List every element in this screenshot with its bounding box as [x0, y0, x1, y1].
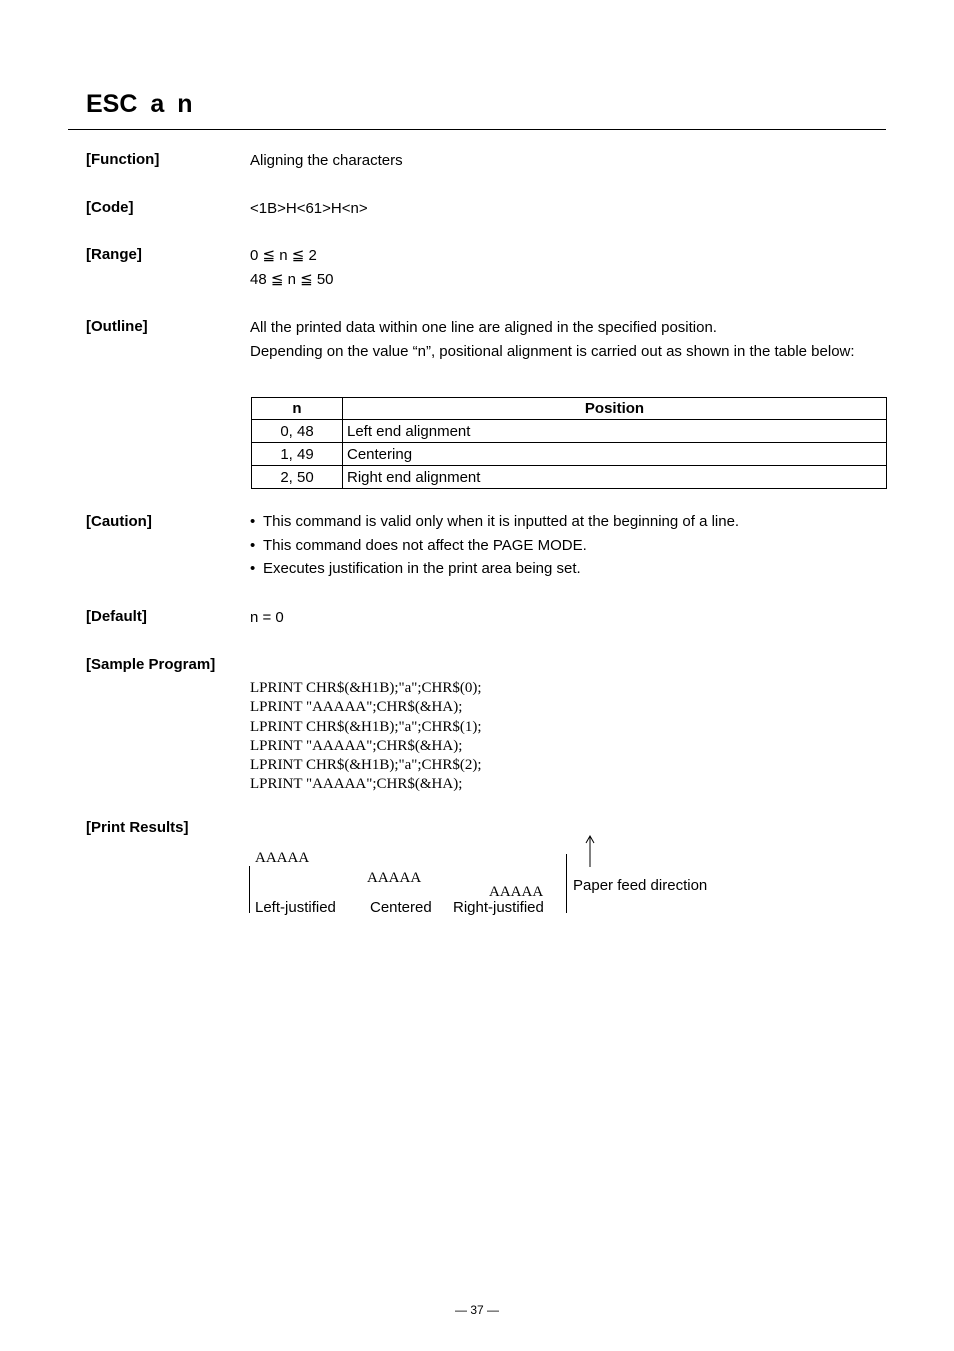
table-header-n: n	[252, 398, 343, 420]
table-row	[252, 466, 887, 489]
table-cell-n: 2, 50	[252, 466, 343, 489]
caption-left: Left-justified	[255, 899, 336, 916]
table-cell-n: 1, 49	[252, 443, 343, 466]
sample-program-label: [Sample Program]	[86, 656, 216, 673]
bullet-icon: •	[250, 560, 256, 577]
table-header-position: Position	[343, 398, 887, 420]
table-header-row	[252, 398, 887, 420]
caution-item-text: This command is valid only when it is inputted at the beginning of a line.	[263, 513, 740, 530]
outline-text-2: Depending on the value “n”, positional alignment is carried out as shown in the table below:	[250, 343, 855, 360]
caption-right: Right-justified	[453, 899, 544, 916]
paper-feed-label: Paper feed direction	[573, 877, 708, 894]
caution-item	[250, 537, 587, 554]
caution-item	[250, 560, 581, 577]
bullet-icon: •	[250, 537, 256, 554]
default-label: [Default]	[86, 608, 147, 625]
code-text: <1B>H<61>H<n>	[250, 200, 368, 217]
sample-program-code: LPRINT CHR$(&H1B);"a";CHR$(0); LPRINT "AAAAA";CHR$(&HA); LPRINT CHR$(&H1B);"a";CHR$(1); LPRINT "AAAAA";CHR$(&HA); LPRINT CHR$(&H1B);"a";CHR$(2); LPRINT "AAAAA";CHR$(&HA);	[250, 680, 482, 793]
sample-center: AAAAA	[367, 870, 422, 886]
caution-item-text: Executes justification in the print area being set.	[263, 560, 581, 577]
page-title: ESC a n	[86, 90, 193, 118]
range-label: [Range]	[86, 246, 142, 263]
table-cell-position: Right end alignment	[343, 466, 887, 489]
caution-item-text: This command does not affect the PAGE MODE.	[263, 537, 587, 554]
table-cell-n: 0, 48	[252, 420, 343, 443]
table-cell-position: Left end alignment	[343, 420, 887, 443]
bullet-icon: •	[250, 513, 256, 530]
caution-label: [Caution]	[86, 513, 152, 530]
default-text: n = 0	[250, 609, 284, 626]
sample-left: AAAAA	[255, 850, 310, 866]
function-text: Aligning the characters	[250, 152, 403, 169]
caution-item	[250, 513, 739, 530]
table-row	[252, 443, 887, 466]
print-results-label: [Print Results]	[86, 819, 189, 836]
paper-left-edge	[249, 866, 250, 913]
alignment-table	[251, 397, 887, 489]
outline-text-1: All the printed data within one line are aligned in the specified position.	[250, 319, 717, 336]
sample-right: AAAAA	[489, 884, 544, 900]
page-number: — 37 —	[454, 1303, 499, 1317]
table-row	[252, 420, 887, 443]
paper-right-edge	[566, 854, 567, 913]
caption-center: Centered	[370, 899, 432, 916]
range-line-1: 0 ≦ n ≦ 2	[250, 247, 317, 264]
function-label: [Function]	[86, 151, 160, 168]
range-line-2: 48 ≦ n ≦ 50	[250, 271, 334, 288]
title-rule	[68, 129, 886, 130]
outline-label: [Outline]	[86, 318, 148, 335]
up-arrow-icon	[583, 834, 597, 868]
code-label: [Code]	[86, 199, 134, 216]
table-cell-position: Centering	[343, 443, 887, 466]
